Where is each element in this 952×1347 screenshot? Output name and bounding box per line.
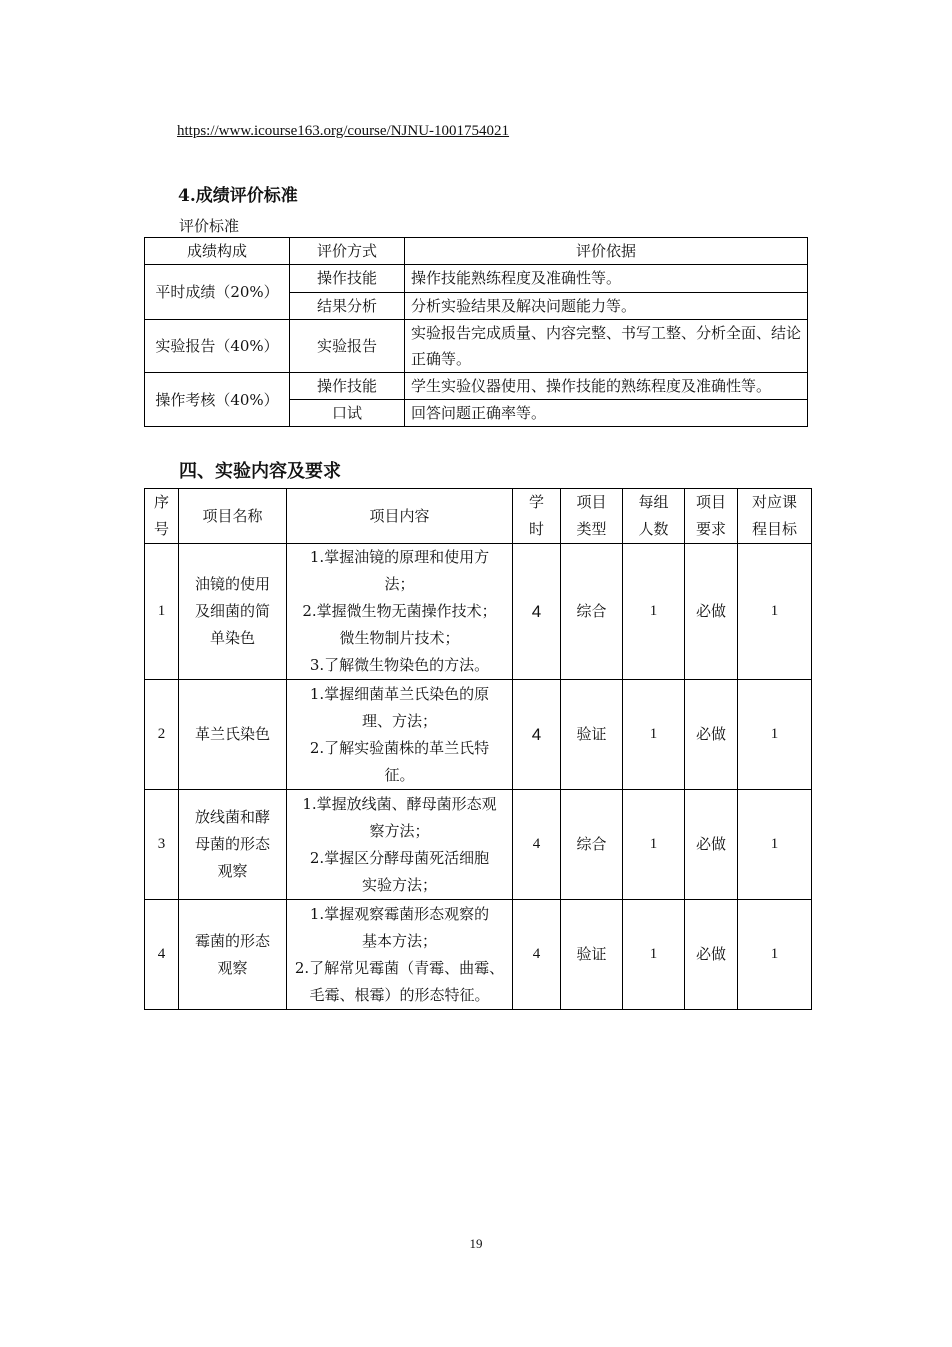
row-req-cell: 必做 — [685, 790, 738, 900]
content-line: 察方法； — [369, 821, 430, 840]
eval-caption: 评价标准 — [179, 217, 240, 235]
content-line: 1.掌握油镜的原理和使用方 — [309, 548, 490, 566]
content-line: 微生物制片技术； — [339, 629, 460, 647]
component-cell: 平时成绩（20%） — [145, 265, 290, 320]
page-number: 19 — [469, 1236, 483, 1251]
name-line: 革兰氏染色 — [194, 725, 270, 743]
table-header-row — [145, 489, 812, 544]
row-group-cell: 1 — [623, 544, 685, 680]
table-row — [145, 373, 808, 400]
name-line: 单染色 — [209, 629, 255, 647]
basis-cell: 实验报告完成质量、内容完整、书写工整、分析全面、结论正确等。 — [405, 320, 808, 373]
chapter-heading: 四、实验内容及要求 — [179, 461, 341, 482]
row-content-cell — [287, 900, 513, 1010]
content-line: 2.掌握微生物无菌操作技术； — [302, 602, 497, 620]
content-line: 征。 — [384, 765, 415, 784]
row-goal-cell: 1 — [738, 680, 812, 790]
content-line: 1.掌握放线菌、酵母菌形态观 — [302, 794, 497, 813]
header-name-cell: 项目名称 — [179, 489, 287, 544]
header-group-cell — [623, 489, 685, 544]
table-row — [145, 680, 812, 790]
header-cell: 评价方式 — [290, 238, 405, 265]
basis-cell: 学生实验仪器使用、操作技能的熟练程度及准确性等。 — [405, 373, 808, 400]
name-line: 母菌的形态 — [194, 835, 270, 853]
header-cell: 评价依据 — [405, 238, 808, 265]
header-hours-cell — [513, 489, 561, 544]
row-goal-cell: 1 — [738, 790, 812, 900]
method-cell: 口试 — [290, 400, 405, 427]
method-cell: 实验报告 — [290, 320, 405, 373]
method-cell: 操作技能 — [290, 373, 405, 400]
content-line: 实验方法； — [361, 875, 437, 894]
component-cell: 操作考核（40%） — [145, 373, 290, 427]
row-no-cell: 4 — [145, 900, 179, 1010]
row-req-cell: 必做 — [685, 544, 738, 680]
header-no-cell — [145, 489, 179, 544]
method-cell: 结果分析 — [290, 292, 405, 320]
row-content-cell — [287, 680, 513, 790]
content-line: 基本方法； — [361, 931, 437, 950]
header-req-cell — [685, 489, 738, 544]
header-cell: 成绩构成 — [145, 238, 290, 265]
name-line: 油镜的使用 — [194, 575, 270, 593]
table-header-row — [145, 238, 808, 265]
section-heading: 4.成绩评价标准 — [178, 186, 298, 206]
header-goal-cell — [738, 489, 812, 544]
name-line: 及细菌的简 — [194, 602, 270, 620]
content-line: 2.掌握区分酵母菌死活细胞 — [309, 848, 490, 867]
header-line: 每组 — [638, 493, 669, 511]
header-line: 学 — [528, 493, 544, 511]
method-cell: 操作技能 — [290, 265, 405, 293]
table-row — [145, 320, 808, 373]
component-cell: 实验报告（40%） — [145, 320, 290, 373]
row-type-cell: 综合 — [561, 544, 623, 680]
row-type-cell: 验证 — [561, 900, 623, 1010]
row-hours-cell: 4 — [513, 680, 561, 790]
table-row — [145, 544, 812, 680]
row-goal-cell: 1 — [738, 900, 812, 1010]
header-line: 人数 — [638, 520, 669, 538]
header-line: 程目标 — [751, 520, 797, 538]
eval-table — [144, 237, 808, 427]
row-type-cell: 验证 — [561, 680, 623, 790]
name-line: 霉菌的形态 — [194, 931, 270, 950]
name-line: 观察 — [217, 958, 248, 977]
row-content-cell — [287, 790, 513, 900]
row-name-cell — [179, 544, 287, 680]
content-line: 2.了解实验菌株的革兰氏特 — [309, 738, 490, 757]
row-no-cell: 1 — [145, 544, 179, 680]
content-line: 理、方法； — [361, 711, 437, 730]
row-name-cell — [179, 790, 287, 900]
row-no-cell: 3 — [145, 790, 179, 900]
row-hours-cell: 4 — [513, 900, 561, 1010]
row-no-cell: 2 — [145, 680, 179, 790]
project-table — [144, 488, 812, 1010]
header-line: 要求 — [695, 520, 726, 538]
row-goal-cell: 1 — [738, 544, 812, 680]
basis-cell: 分析实验结果及解决问题能力等。 — [405, 292, 808, 320]
header-line: 项目 — [695, 493, 726, 511]
row-group-cell: 1 — [623, 680, 685, 790]
row-name-cell — [179, 680, 287, 790]
content-line: 法； — [384, 575, 415, 593]
row-type-cell: 综合 — [561, 790, 623, 900]
header-line: 类型 — [576, 520, 607, 538]
content-line: 1.掌握观察霉菌形态观察的 — [309, 904, 490, 923]
name-line: 观察 — [217, 862, 248, 880]
header-line: 号 — [153, 520, 169, 538]
basis-cell: 操作技能熟练程度及准确性等。 — [405, 265, 808, 293]
row-req-cell: 必做 — [685, 680, 738, 790]
name-line: 放线菌和酵 — [194, 808, 270, 826]
row-name-cell — [179, 900, 287, 1010]
row-hours-cell: 4 — [513, 790, 561, 900]
header-line: 对应课 — [751, 493, 797, 511]
table-row — [145, 790, 812, 900]
basis-cell: 回答问题正确率等。 — [405, 400, 808, 427]
header-type-cell — [561, 489, 623, 544]
row-group-cell: 1 — [623, 790, 685, 900]
content-line: 毛霉、根霉）的形态特征。 — [309, 985, 490, 1004]
row-group-cell: 1 — [623, 900, 685, 1010]
table-row — [145, 900, 812, 1010]
content-line: 2.了解常见霉菌（青霉、曲霉、 — [294, 958, 505, 977]
header-line: 时 — [528, 520, 544, 538]
row-req-cell: 必做 — [685, 900, 738, 1010]
table-row — [145, 265, 808, 293]
course-url-link[interactable]: https://www.icourse163.org/course/NJNU-1001754021 — [177, 123, 510, 139]
row-content-cell — [287, 544, 513, 680]
header-content-cell: 项目内容 — [287, 489, 513, 544]
content-line: 3.了解微生物染色的方法。 — [309, 656, 490, 674]
header-line: 序 — [153, 493, 169, 511]
header-line: 项目 — [576, 493, 607, 511]
content-line: 1.掌握细菌革兰氏染色的原 — [309, 684, 490, 703]
row-hours-cell: 4 — [513, 544, 561, 680]
